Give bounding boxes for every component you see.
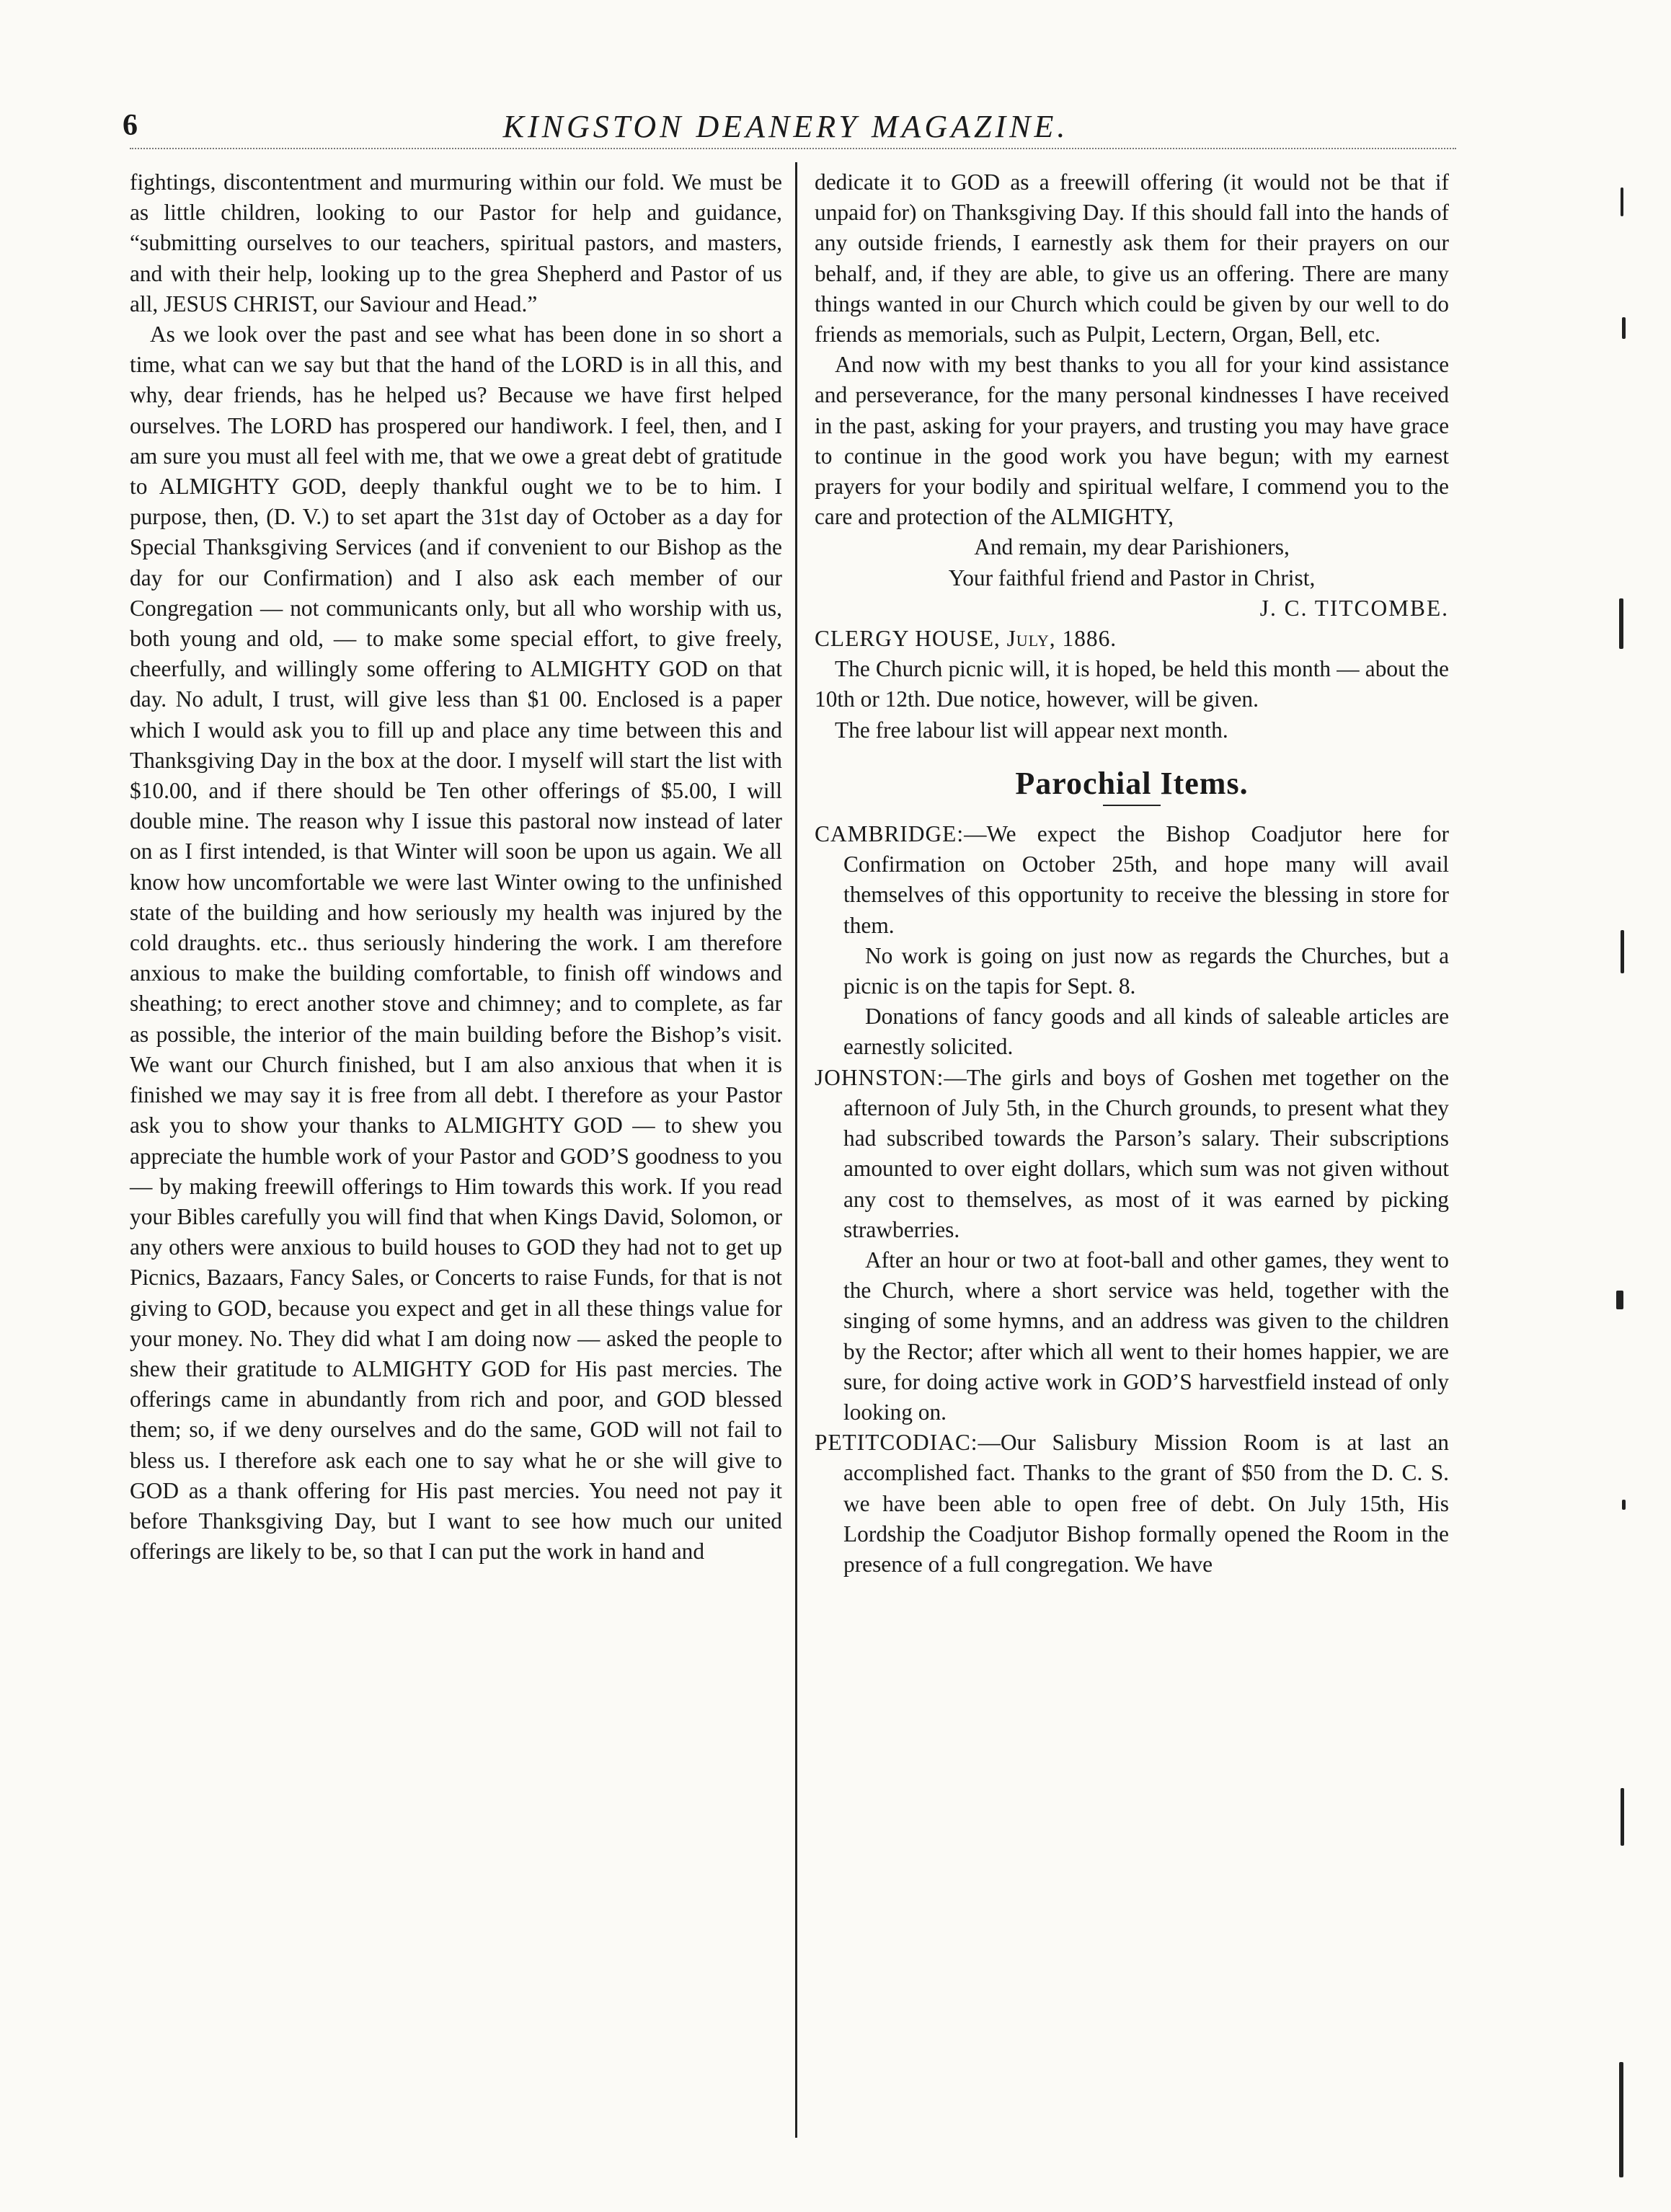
pastoral-paragraph: dedicate it to GOD as a freewill offering (it would not be that if unpaid for) on Thanksgiving Day. If this should fall into the hands of any outside friends, I earnestly ask them for their prayers on our behalf, and, if they are able, to give us an offering. There are many things wanted in our Church which could be given by our well to do friends as memorials, such as Pulpit, Lectern, Organ, Bell, etc. — [815, 169, 1449, 348]
scan-speck — [1622, 317, 1626, 339]
left-column — [130, 167, 782, 1567]
right-column — [815, 167, 1449, 1580]
item-text: —We expect the Bishop Coadjutor here for Confirmation on October 25th, and hope many will avail themselves of this opportunity to receive the blessing in store for them. — [843, 821, 1449, 938]
parish-item-cambridge — [815, 819, 1449, 1063]
page-number: 6 — [123, 109, 138, 142]
item-place: JOHNSTON: — [815, 1064, 944, 1090]
item-first-paragraph — [815, 819, 1449, 941]
item-place: PETITCODIAC: — [815, 1430, 978, 1456]
item-text: —The girls and boys of Goshen met together on the afternoon of July 5th, in the Church grounds, to present what they had subscribed towards the Parson’s salary. Their subscriptions amounted to over eight dollars, which sum was not given without any cost to themselves, as most of it was earned by picking strawberries. — [843, 1064, 1449, 1242]
notice: The free labour list will appear next month. — [835, 717, 1228, 743]
scan-speck — [1621, 1788, 1624, 1846]
closing-line: Your faithful friend and Pastor in Christ, — [948, 565, 1316, 590]
scan-speck — [1621, 187, 1623, 216]
closing-line: And remain, my dear Parishioners, — [974, 534, 1290, 560]
item-text: —Our Salisbury Mission Room is at last an accomplished fact. Thanks to the grant of $50 from the D. C. S. we have been able to open free of debt. On July 15th, His Lordship the Coadjutor Bishop formally opened the Room in the presence of a full congregation. We have — [843, 1430, 1449, 1577]
pastoral-paragraph: fightings, discontentment and murmuring within our fold. We must be as little children, looking to our Pastor for help and guidance, “submitting ourselves to our teachers, spiritual pastors, and masters, and with their help, looking up to the grea Shepherd and Pastor of us all, JESUS CHRIST, our Saviour and Head.” — [130, 169, 782, 317]
parish-item-petitcodiac — [815, 1428, 1449, 1580]
pastoral-paragraph: As we look over the past and see what has been done in so short a time, what can we say but that the hand of the LORD is in all this, and why, dear friends, has he helped us? Because we have first helped ourselves. The LORD has prospered our handiwork. I feel, then, and I am sure you must all feel with me, that we owe a great debt of gratitude to ALMIGHTY GOD, deeply thankful ought we to be to him. I purpose, then, (D. V.) to set apart the 31st day of October as a day for Special Thanksgiving Services (and if convenient to our Bishop as the day for our Confirmation) and I also ask each member of our Congregation — not communicants only, but all who worship with us, both young and old, — to make some special effort, to give freely, cheerfully, and willingly some offering to ALMIGHTY GOD on that day. No adult, I trust, will give less than $1 00. Enclosed is a paper which I would ask you to fill up and place any time between this and Thanksgiving Day in the box at the door. I myself will start the list with $10.00, and if there should be Ten other offerings of $5.00, I will double mine. The reason why I issue this pastoral now instead of later on as I first intended, is that Winter will soon be upon us again. We all know how uncomfortable we were last Winter owing to the unfinished state of the building and how seriously my health was injured by the cold draughts. etc.. thus seriously hindering the work. I am therefore anxious to make the building comfortable, to finish off windows and sheathing; to erect another stove and chimney; and to complete, as far as possible, the interior of the main building before the Bishop’s visit. We want our Church finished, but I am also anxious that when it is finished we may say it is free from all debt. I therefore as your Pastor ask you to show your thanks to ALMIGHTY GOD — to shew you appreciate the humble work of your Pastor and GOD’S goodness to you — by making freewill offerings to Him towards this work. If you read your Bibles carefully you will find that when Kings David, Solomon, or any others were anxious to build houses to GOD they had not to get up Picnics, Bazaars, Fancy Sales, or Concerts to raise Funds, for that is not giving to GOD, because you expect and get in all these things value for your money. No. They did what I am doing now — asked the people to shew their gratitude to ALMIGHTY GOD for His past mercies. The offerings came in abundantly from rich and poor, and GOD blessed them; so, if we deny ourselves and do the same, GOD will not fail to bless us. I therefore ask each one to say what he or she will give to GOD as a thank offering for His past mercies. You need not pay it before Thanksgiving Day, but I want to see how much our united offerings are likely to be, so that I can put the work in hand and — [130, 322, 782, 1565]
header-rule — [130, 148, 1456, 149]
scan-speck — [1619, 598, 1623, 649]
parish-item-johnston — [815, 1063, 1449, 1428]
item-paragraph: Donations of fancy goods and all kinds of saleable articles are earnestly solicited. — [843, 1004, 1449, 1060]
scan-speck — [1622, 1500, 1626, 1510]
pastoral-paragraph: And now with my best thanks to you all for your kind assistance and perseverance, for the many personal kindnesses I have received in the past, asking for your prayers, and trusting you may have grace to continue in the good work you have begun; with my earnest prayers for your bodily and spiritual welfare, I commend you to the care and protection of the ALMIGHTY, — [815, 352, 1449, 530]
magazine-title: KINGSTON DEANERY MAGAZINE. — [502, 109, 1069, 144]
notice: The Church picnic will, it is hoped, be held this month — about the 10th or 12th. Due notice, however, will be given. — [815, 656, 1449, 712]
item-paragraph: No work is going on just now as regards the Churches, but a picnic is on the tapis for Sept. 8. — [843, 942, 1449, 999]
section-heading: Parochial Items. — [1015, 765, 1249, 801]
item-first-paragraph — [815, 1063, 1449, 1245]
page-header — [108, 108, 1463, 151]
column-divider — [795, 162, 797, 2138]
scan-speck — [1619, 2062, 1623, 2177]
scan-speck — [1616, 1291, 1623, 1309]
item-place: CAMBRIDGE: — [815, 821, 965, 847]
heading-rule — [1103, 805, 1161, 806]
dateline: CLERGY HOUSE, July, 1886. — [815, 626, 1117, 652]
item-paragraph: After an hour or two at foot-ball and other games, they went to the Church, where a short service was held, together with the singing of some hymns, and an address was given to the children by the Rector; after which all went to their homes happier, we are sure, for doing active work in GOD’S harvestfield instead of only looking on. — [843, 1247, 1449, 1425]
scan-speck — [1621, 930, 1624, 973]
signature: J. C. TITCOMBE. — [1259, 595, 1449, 621]
item-first-paragraph — [815, 1428, 1449, 1580]
